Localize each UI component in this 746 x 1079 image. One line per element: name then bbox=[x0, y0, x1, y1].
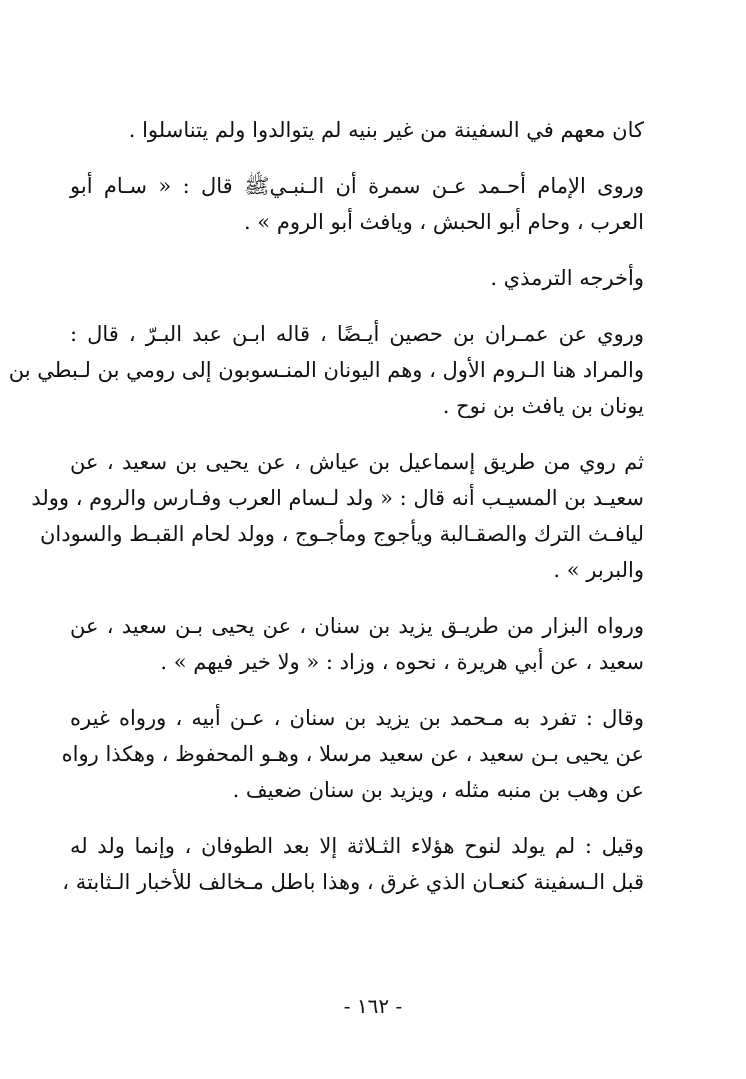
text-line: العرب ، وحام أبو الحبش ، ويافث أبو الروم » . bbox=[243, 210, 644, 234]
text-line: وروى الإمام أحـمد عـن سمرة أن الـنبـيﷺ قال : « سـام أبو bbox=[70, 174, 644, 198]
paragraph bbox=[70, 260, 644, 296]
page-body bbox=[8, 112, 644, 920]
text-line: سعيد ، عن أبي هريرة ، نحوه ، وزاد : « ولا خير فيهم » . bbox=[160, 650, 644, 674]
paragraph bbox=[70, 112, 644, 148]
text-line: يونان بن يافث بن نوح . bbox=[442, 394, 644, 418]
text-line: ليافـث الترك والصقـالبة ويأجوج ومأجـوج ، وولد لحام القبـط والسودان bbox=[39, 522, 644, 546]
paragraph bbox=[61, 700, 644, 808]
text-line: عن يحيى بـن سعيد ، عن سعيد مرسلا ، وهـو المحفوظ ، وهكذا رواه bbox=[61, 742, 644, 766]
text-line: وقال : تفرد به مـحمد بن يزيد بن سنان ، عـن أبيه ، ورواه غيره bbox=[70, 706, 644, 730]
text-line: عن وهب بن منبه مثله ، ويزيد بن سنان ضعيف . bbox=[232, 778, 644, 802]
text-line: والمراد هنا الـروم الأول ، وهم اليونان المنـسوبون إلى رومي بن لـبطي بن bbox=[8, 358, 644, 382]
text-line: والبربر » . bbox=[553, 558, 644, 582]
text-line: ورواه البزار من طريـق يزيد بن سنان ، عن يحيى بـن سعيد ، عن bbox=[70, 614, 644, 638]
text-line: كان معهم في السفينة من غير بنيه لم يتوالدوا ولم يتناسلوا . bbox=[128, 118, 644, 142]
text-line: ثم روي من طريق إسماعيل بن عياش ، عن يحيى بن سعيد ، عن bbox=[70, 450, 644, 474]
page-number: - ١٦٢ - bbox=[343, 994, 403, 1018]
text-line: وروي عن عمـران بن حصين أيـضًا ، قاله ابـن عبد البـرّ ، قال : bbox=[70, 322, 644, 346]
paragraph bbox=[31, 444, 644, 588]
paragraph bbox=[70, 168, 644, 240]
paragraph bbox=[8, 316, 644, 424]
text-line: وقيل : لم يولد لنوح هؤلاء الثـلاثة إلا بعد الطوفان ، وإنما ولد له bbox=[70, 834, 644, 858]
text-line: سعيـد بن المسيـب أنه قال : « ولد لـسام العرب وفـارس والروم ، وولد bbox=[31, 486, 644, 510]
text-line: قبل الـسفينة كنعـان الذي غرق ، وهذا باطل مـخالف للأخبار الـثابتة ، bbox=[62, 870, 644, 894]
paragraph bbox=[62, 828, 644, 900]
text-line: وأخرجه الترمذي . bbox=[490, 266, 644, 290]
paragraph bbox=[70, 608, 644, 680]
